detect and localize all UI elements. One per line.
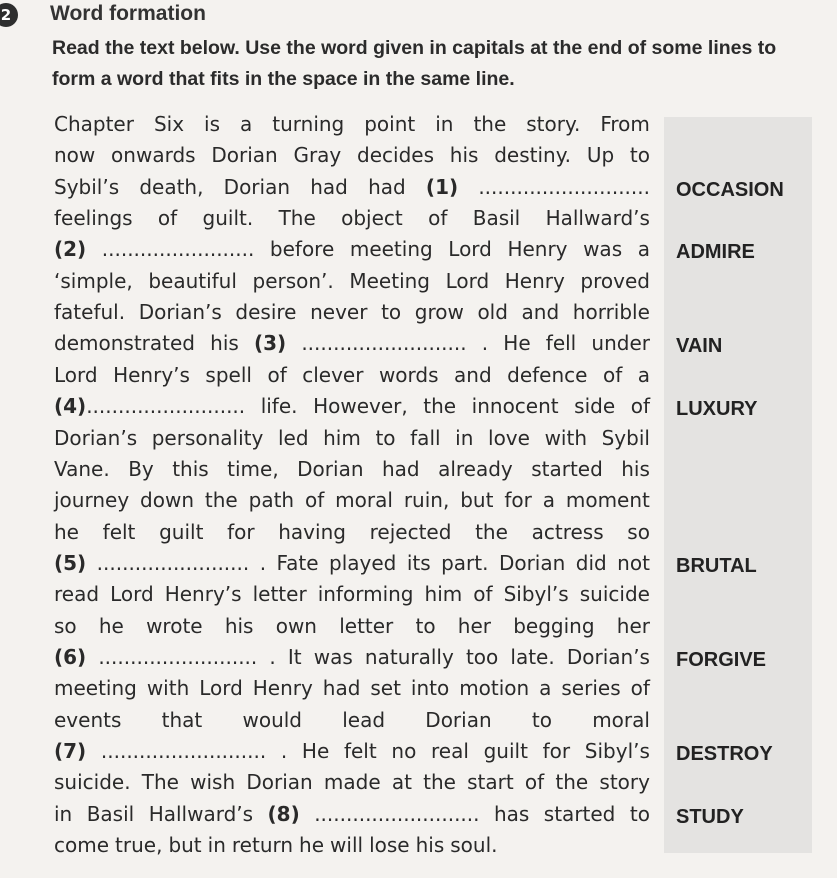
passage-line: Vane. By this time, Dorian had already started his — [54, 456, 650, 481]
passage-line: journey down the path of moral ruin, but for a moment — [54, 488, 650, 513]
passage-line: events that would lead Dorian to moral — [54, 707, 650, 732]
passage-line: now onwards Dorian Gray decides his destiny. Up to — [54, 143, 650, 168]
passage-line: Chapter Six is a turning point in the story. From — [54, 112, 650, 136]
passage-line: meeting with Lord Henry had set into motion a series of — [54, 676, 650, 701]
exercise-title: Word formation — [50, 2, 206, 25]
passage-line: read Lord Henry’s letter informing him of Sibyl’s suicide — [54, 582, 650, 607]
passage-line: so he wrote his own letter to her begging her — [54, 613, 650, 638]
instructions: Read the text below. Use the word given in capitals at the end of some lines to form a word that fits in the space in the same line. — [52, 37, 777, 90]
passage-line: he felt guilt for having rejected the actress so — [54, 519, 650, 544]
passage-line: come true, but in return he will lose his soul. — [54, 833, 498, 858]
passage-line: demonstrated his (3) .......................... . He fell under — [54, 331, 650, 356]
passage-line: (5) ........................ . Fate played its part. Dorian did not — [54, 550, 650, 575]
passage-line: ‘simple, beautiful person’. Meeting Lord Henry proved — [54, 268, 650, 293]
passage-line: Lord Henry’s spell of clever words and defence of a — [54, 362, 650, 387]
keyword: FORGIVE — [676, 648, 767, 671]
keyword: VAIN — [676, 335, 723, 358]
passage-line: Dorian’s personality led him to fall in love with Sybil — [54, 425, 650, 450]
passage-line: in Basil Hallward’s (8) .......................... has started to — [54, 801, 650, 826]
exercise-number: 2 — [0, 6, 12, 24]
passage-line: (4)......................... life. However, the innocent side of — [54, 394, 650, 419]
passage-line: (2) ........................ before meeting Lord Henry was a — [54, 237, 650, 262]
keyword: OCCASION — [676, 178, 784, 201]
keyword: DESTROY — [676, 743, 773, 765]
passage-line: fateful. Dorian’s desire never to grow old and horrible — [54, 300, 650, 325]
passage-line: suicide. The wish Dorian made at the start of the story — [54, 770, 650, 795]
keyword: BRUTAL — [676, 554, 757, 577]
exercise-number-badge — [0, 3, 18, 27]
keyword: ADMIRE — [676, 241, 755, 264]
passage-line: Sybil’s death, Dorian had had (1) ........................... — [54, 174, 650, 199]
keyword: LUXURY — [676, 398, 758, 421]
keyword: STUDY — [676, 805, 744, 828]
passage-line: (6) ......................... . It was naturally too late. Dorian’s — [54, 644, 650, 669]
passage-line: feelings of guilt. The object of Basil Hallward’s — [54, 206, 650, 231]
passage-line: (7) .......................... . He felt no real guilt for Sibyl’s — [54, 739, 650, 763]
